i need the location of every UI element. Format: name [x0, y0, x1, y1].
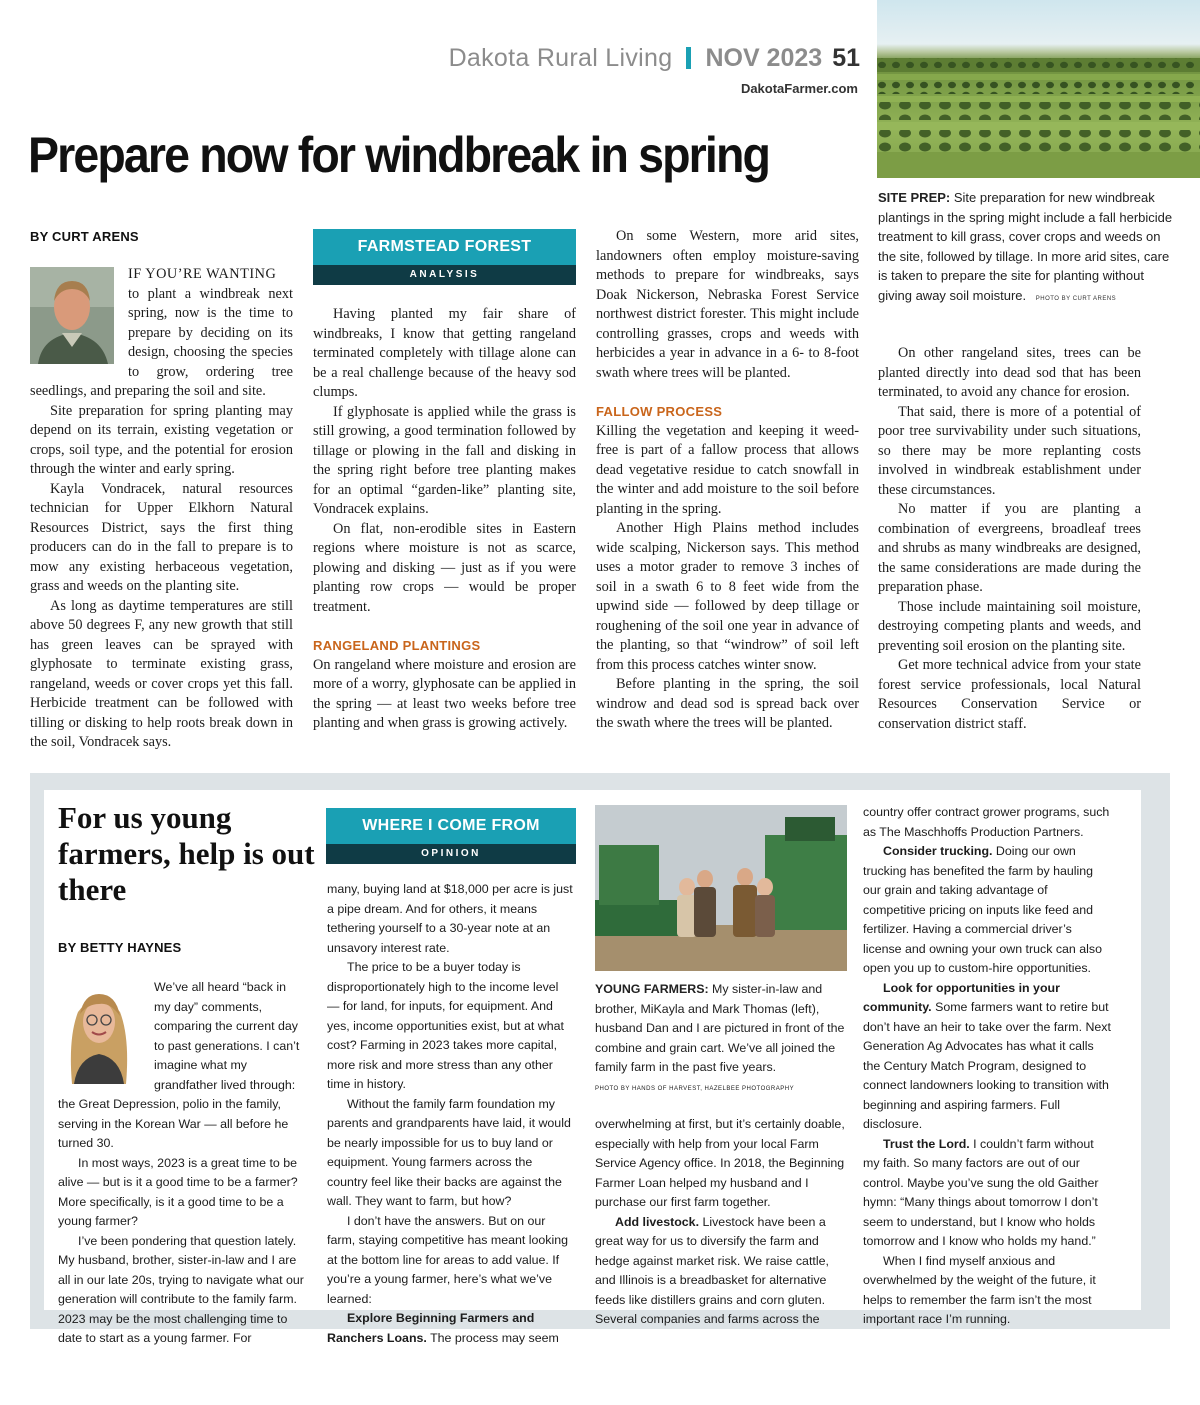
column-title: WHERE I COME FROM — [326, 808, 576, 844]
byline: BY CURT ARENS — [30, 229, 139, 244]
paragraph: The process may seem — [426, 1330, 559, 1345]
paragraph: On flat, non-erodible sites in Eastern regions where moisture is not as scarce, plowing and disking — just as if you were planting row crops — would be proper treatment. — [313, 520, 576, 615]
paragraph: The price to be a buyer today is disproportionately high to the income level — for land, for inputs, for equipment. And yes, income opportunities exist, but at what cost? Farming in 2023 takes more capital, more risk and more stress than any other time in history. — [327, 960, 564, 1091]
article1-column-1 — [30, 265, 293, 753]
article1-column-2 — [313, 305, 576, 734]
magazine-name: Dakota Rural Living — [448, 44, 673, 72]
photo-credit: PHOTO BY CURT ARENS — [1035, 295, 1117, 302]
paragraph: Kayla Vondracek, natural resources technician for Upper Elkhorn Natural Resources District, says the first thing producers can do in the fall to prepare is to mow any existing herbaceous vegetation, grass and weeds on the planting site. — [30, 480, 293, 594]
paragraph: overwhelming at first, but it’s certainly doable, especially with help from your local Farm Service Agency office. In 2018, the Beginning Farmer Loan helped my husband and I purchase our first farm together. — [595, 1117, 845, 1209]
paragraph: Get more technical advice from your state forest service professionals, local Natural Resources Conservation Service or conservation district staff. — [878, 657, 1141, 732]
paragraph: Killing the vegetation and keeping it weed-free is part of a fallow process that allows dead vegetative residue to catch snowfall in the winter and add moisture to the soil before planting in the spring. — [596, 422, 859, 517]
tip-heading: Consider trucking. — [883, 844, 993, 858]
masthead-divider — [686, 47, 691, 69]
farmstead-forest-banner — [313, 229, 576, 285]
paragraph: Site preparation for spring planting may depend on its terrain, existing vegetation or crops, soil type, and the potential for erosion through the winter and early spring. — [30, 402, 293, 477]
article2-column-1 — [58, 978, 304, 1349]
tip-heading: Trust the Lord. — [883, 1136, 970, 1151]
author-headshot-illustration — [30, 267, 114, 364]
tip-heading: Add livestock. — [615, 1214, 700, 1229]
subhead-rangeland: RANGELAND PLANTINGS — [313, 638, 481, 653]
column-type: ANALYSIS — [313, 265, 576, 285]
paragraph: In most ways, 2023 is a great time to be alive — but is it a good time to be a farmer? More specifically, is it a good time to be a young farmer? — [58, 1155, 298, 1228]
website-link[interactable]: DakotaFarmer.com — [740, 81, 858, 96]
paragraph: I couldn’t farm without my faith. So many factors are out of our control. Maybe you’ve sung the old Gaither hymn: “Many things about tomorrow I don’t seem to understand, but I know who holds tomorrow and I know who holds my hand.” — [863, 1136, 1099, 1248]
paragraph: I don’t have the answers. But on our farm, staying competitive has meant looking at the bottom line for areas to add value. If you’re a young farmer, here’s what we’ve learned: — [327, 1213, 569, 1306]
issue-date: NOV 2023 — [705, 44, 823, 72]
article2-column-4 — [863, 803, 1113, 1330]
paragraph: If glyphosate is applied while the grass is still growing, a good termination followed by tillage or plowing in the fall and disking in the spring right before tree planting makes for an optimal “garden-like” planting site, Vondracek explains. — [313, 403, 576, 517]
paragraph: many, buying land at $18,000 per acre is just a pipe dream. And for others, it means tethering yourself to a 30-year note at an unsavory interest rate. — [327, 882, 573, 955]
article1-column-4 — [878, 344, 1141, 734]
paragraph: Those include maintaining soil moisture, destroying competing plants and weeds, and preventing soil erosion on the planting site. — [878, 598, 1141, 654]
paragraph: country offer contract grower programs, such as The Maschhoffs Production Partners. — [863, 805, 1110, 839]
tip-heading: Explore Beginning Farmers and Ranchers Loans. — [327, 1311, 535, 1345]
headline: Prepare now for windbreak in spring — [28, 127, 770, 183]
young-farmers-photo-illustration — [595, 805, 847, 971]
article2-column-3 — [595, 1115, 848, 1330]
paragraph: I’ve been pondering that question lately. My husband, brother, sister-in-law and I are all in our late 20s, trying to navigate what our generation will contribute to the family farm. 2023 may be the most challenging time to date to start as a young farmer. For — [58, 1233, 304, 1345]
masthead — [430, 44, 860, 84]
paragraph: On some Western, more arid sites, landowners often employ moisture-saving methods to prepare for windbreaks, says Doak Nickerson, Nebraska Forest Service northwest district forester. This might include controlling grasses, crops and weeds with herbicides a year in advance in a 6- to 8-foot swath where trees will be planted. — [596, 228, 859, 381]
paragraph: Without the family farm foundation my parents and grandparents have laid, it would be nearly impossible for us to buy land or equipment. Young farmers across the country feel like their backs are against the wall. They want to farm, but how? — [327, 1096, 571, 1208]
caption-label: YOUNG FARMERS: — [595, 982, 709, 996]
paragraph: No matter if you are planting a combination of evergreens, broadleaf trees and shrubs as many windbreaks are designed, the same considerations are made during the preparation phase. — [878, 501, 1141, 595]
paragraph: Livestock have been a great way for us to diversify the farm and hedge against market risk. We raise cattle, and Illinois is a breadbasket for alternative feeds like distillers grains and corn gluten. Several companies and farms across the — [595, 1214, 829, 1326]
paragraph: Another High Plains method includes wide scalping, Nickerson says. This method uses a motor grader to remove 3 inches of soil in a swath 6 to 8 feet wide from the upwind side — followed by deep tillage or roughening of the soil one year in advance of the planting, so that “windrow” of soil left from this process catches winter snow. — [596, 520, 859, 673]
column-type: OPINION — [326, 844, 576, 864]
paragraph: As long as daytime temperatures are still above 50 degrees F, any new growth that still has green leaves can be sprayed with glyphosate to terminate existing grass, rangeland, weeds or cover crops yet this fall. Herbicide treatment can be followed with tilling or disking to help roots break down in the soil, Vondracek says. — [30, 597, 293, 750]
subhead-fallow: FALLOW PROCESS — [596, 404, 723, 419]
paragraph: Doing our own trucking has benefited the farm by hauling our grain and taking advantage of competitive pricing on inputs like feed and fertilizer. Having a commercial driver’s license and owning your own truck can also open you up to custom-hire opportunities. — [863, 844, 1102, 975]
where-i-come-from-banner — [326, 808, 576, 864]
author-headshot-illustration — [58, 978, 140, 1084]
paragraph: On rangeland where moisture and erosion are more of a worry, glyphosate can be applied in the spring — at least two weeks before tree planting and when grass is growing actively. — [313, 656, 576, 731]
paragraph: On other rangeland sites, trees can be planted directly into dead sod that has been terminated, to avoid any chance for erosion. — [878, 345, 1141, 400]
windbreak-photo-illustration — [877, 0, 1200, 178]
author-headshot — [58, 978, 140, 1084]
paragraph: to plant a windbreak next spring, now is the time to prepare by deciding on its design, choosing the species to grow, ordering tree seedlings, and preparing the soil and site. — [30, 285, 293, 399]
lead-in: IF YOU’RE WANTING — [128, 266, 277, 282]
paragraph: Before planting in the spring, the soil windrow and dead sod is spread back over the swath where the trees will be planted. — [596, 676, 859, 731]
site-prep-caption — [878, 188, 1178, 309]
caption-text: My sister-in-law and brother, MiKayla and Mark Thomas (left), husband Dan and I are pictured in front of the combine and grain cart. We’ve all joined the family farm in the past five years. — [595, 982, 845, 1074]
tip-heading: Look for opportunities in your community. — [863, 980, 1060, 1014]
byline: BY BETTY HAYNES — [58, 940, 182, 955]
author-headshot — [30, 267, 114, 364]
column-title: FARMSTEAD FOREST — [313, 229, 576, 265]
young-farmers-photo — [595, 805, 847, 971]
paragraph: We’ve all heard “back in my day” comments, comparing the current day to past generations. I can’t imagine what my grandfather lived through: the Great Depression, polio in the family, serving in the Korean War — all before he turned 30. — [58, 980, 300, 1150]
windbreak-photo — [877, 0, 1200, 178]
paragraph: Having planted my fair share of windbreaks, I know that getting rangeland terminated completely with tillage alone can be a real challenge because of the heavy sod clumps. — [313, 306, 576, 400]
caption-label: SITE PREP: — [878, 190, 951, 205]
caption-text: Site preparation for new windbreak plantings in the spring might include a fall herbicide treatment to kill grass, cover crops and weeds on the site, followed by tillage. In more arid sites, care is taken to prepare the site for planting without giving away soil moisture. — [878, 190, 1173, 303]
paragraph: That said, there is more of a potential of poor tree survivability under such situations, so there may be more replanting costs involved in windbreak establishment under these circumstances. — [878, 403, 1141, 498]
paragraph: When I find myself anxious and overwhelmed by the weight of the future, it helps to remember the farm isn’t the most important race I’m running. — [863, 1253, 1096, 1326]
photo-credit: PHOTO BY HANDS OF HARVEST, HAZELBEE PHOTOGRAPHY — [595, 1085, 795, 1092]
article1-column-3 — [596, 227, 859, 734]
article2-column-2 — [327, 880, 573, 1348]
paragraph: Some farmers want to retire but don’t have an heir to take over the farm. Next Generation Ag Advocates has what it calls the Century Match Program, designed to connect landowners looking to transition with beginning and aspiring farmers. Full disclosure. — [863, 1000, 1111, 1131]
opinion-title: For us young farmers, help is out there — [58, 800, 315, 907]
young-farmers-caption — [595, 980, 853, 1096]
page-number: 51 — [832, 44, 860, 72]
